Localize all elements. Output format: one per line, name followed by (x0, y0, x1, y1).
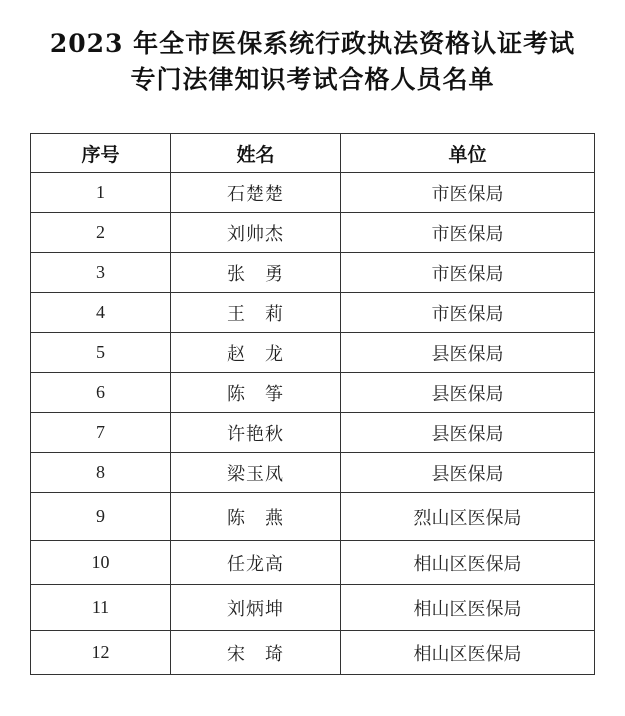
row-unit: 相山区医保局 (341, 631, 595, 675)
row-name: 陈 燕 (171, 493, 341, 541)
header-name: 姓名 (171, 134, 341, 173)
table-row (31, 213, 595, 253)
row-serial-number: 1 (31, 173, 171, 213)
row-serial-number: 8 (31, 453, 171, 493)
row-unit: 市医保局 (341, 293, 595, 333)
row-unit: 县医保局 (341, 453, 595, 493)
row-serial-number: 3 (31, 253, 171, 293)
table-header-row (31, 134, 595, 173)
row-serial-number: 2 (31, 213, 171, 253)
row-serial-number: 7 (31, 413, 171, 453)
table-row (31, 541, 595, 585)
table-row (31, 173, 595, 213)
row-name: 王 莉 (171, 293, 341, 333)
row-name: 宋 琦 (171, 631, 341, 675)
table-row (31, 585, 595, 631)
header-serial-number: 序号 (31, 134, 171, 173)
row-name: 石楚楚 (171, 173, 341, 213)
row-serial-number: 12 (31, 631, 171, 675)
row-unit: 县医保局 (341, 413, 595, 453)
table-row (31, 373, 595, 413)
row-name: 陈 筝 (171, 373, 341, 413)
table-row (31, 293, 595, 333)
row-unit: 县医保局 (341, 373, 595, 413)
table-row (31, 453, 595, 493)
row-unit: 市医保局 (341, 173, 595, 213)
row-serial-number: 11 (31, 585, 171, 631)
row-serial-number: 4 (31, 293, 171, 333)
row-name: 梁玉凤 (171, 453, 341, 493)
table-row (31, 413, 595, 453)
row-unit: 烈山区医保局 (341, 493, 595, 541)
row-unit: 市医保局 (341, 253, 595, 293)
table-row (31, 333, 595, 373)
qualified-personnel-table (30, 133, 595, 675)
row-name: 张 勇 (171, 253, 341, 293)
row-name: 任龙高 (171, 541, 341, 585)
row-unit: 相山区医保局 (341, 585, 595, 631)
header-unit: 单位 (341, 134, 595, 173)
row-unit: 县医保局 (341, 333, 595, 373)
row-name: 赵 龙 (171, 333, 341, 373)
table-row (31, 493, 595, 541)
row-serial-number: 5 (31, 333, 171, 373)
row-name: 许艳秋 (171, 413, 341, 453)
row-name: 刘帅杰 (171, 213, 341, 253)
document-title-line-1: 2023 年全市医保系统行政执法资格认证考试 (49, 29, 576, 58)
row-serial-number: 6 (31, 373, 171, 413)
row-unit: 市医保局 (341, 213, 595, 253)
row-serial-number: 9 (31, 493, 171, 541)
row-unit: 相山区医保局 (341, 541, 595, 585)
table-row (31, 631, 595, 675)
row-name: 刘炳坤 (171, 585, 341, 631)
document-title-line-2: 专门法律知识考试合格人员名单 (130, 65, 495, 94)
table-row (31, 253, 595, 293)
row-serial-number: 10 (31, 541, 171, 585)
